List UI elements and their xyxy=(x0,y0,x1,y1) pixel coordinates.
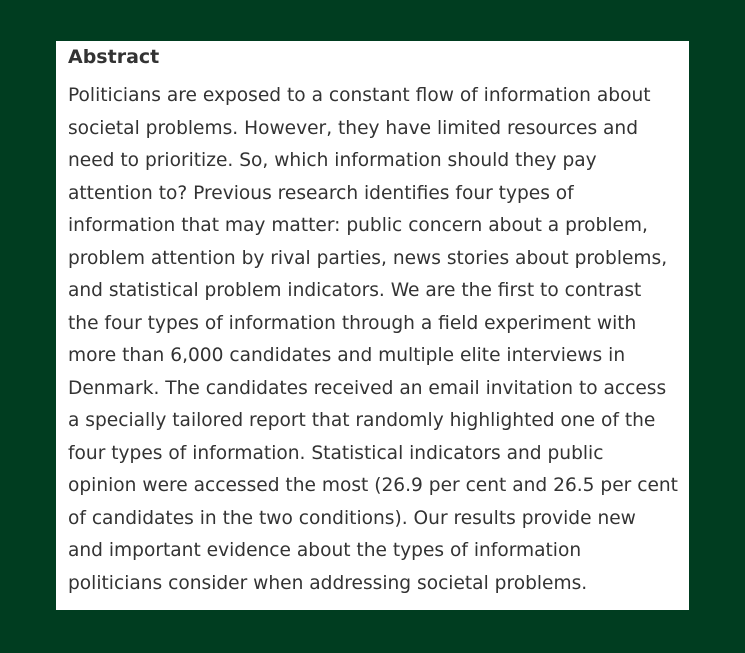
abstract-line: more than 6,000 candidates and multiple elite interviews in xyxy=(68,345,626,366)
abstract-text xyxy=(68,80,679,600)
abstract-line: of candidates in the two conditions). Our results provide new xyxy=(68,507,636,529)
abstract-line: politicians consider when addressing societal problems. xyxy=(68,572,588,594)
abstract-line: Denmark. The candidates received an email invitation to access xyxy=(68,377,667,399)
abstract-line: a specially tailored report that randomly highlighted one of the xyxy=(68,410,656,431)
abstract-card xyxy=(56,41,689,610)
abstract-line: and statistical problem indicators. We are the first to contrast xyxy=(68,280,642,301)
abstract-line: Politicians are exposed to a constant flow of information about xyxy=(68,85,651,106)
abstract-line: information that may matter: public concern about a problem, xyxy=(68,215,648,236)
abstract-line: and important evidence about the types of information xyxy=(68,540,582,561)
abstract-line: opinion were accessed the most (26.9 per cent and 26.5 per cent xyxy=(68,475,678,496)
abstract-line: four types of information. Statistical indicators and public xyxy=(68,442,604,464)
abstract-line: problem attention by rival parties, news stories about problems, xyxy=(68,247,668,269)
abstract-line: the four types of information through a field experiment with xyxy=(68,312,637,334)
abstract-heading: Abstract xyxy=(68,46,160,68)
abstract-line: societal problems. However, they have limited resources and xyxy=(68,117,639,139)
abstract-line: need to prioritize. So, which information should they pay xyxy=(68,150,597,171)
abstract-line: attention to? Previous research identifies four types of xyxy=(68,182,574,204)
